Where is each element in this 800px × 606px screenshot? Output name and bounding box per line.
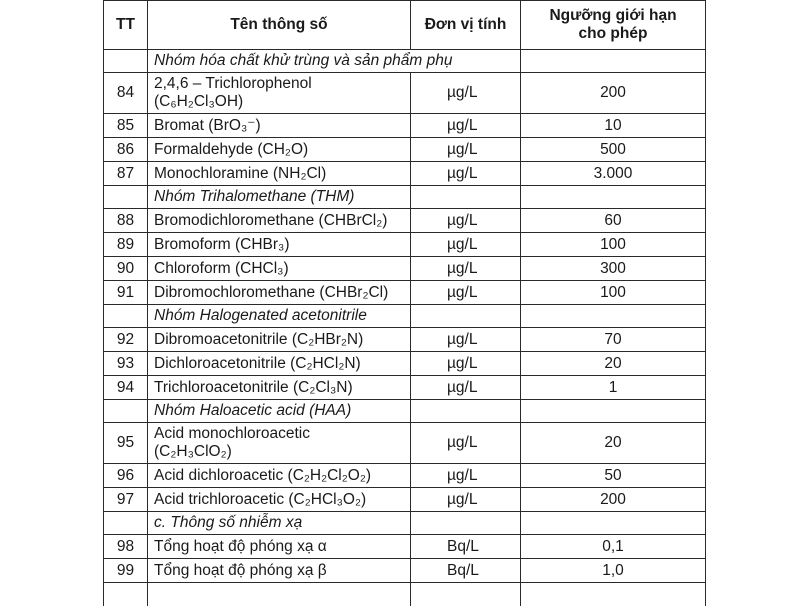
- table-row: [104, 376, 706, 400]
- row-limit: 500: [521, 138, 706, 162]
- row-name: [148, 423, 411, 464]
- row-tt: 97: [104, 488, 148, 512]
- row-limit: 100: [521, 281, 706, 305]
- row-unit: µg/L: [411, 233, 521, 257]
- row-unit: µg/L: [411, 376, 521, 400]
- row-limit: 200: [521, 73, 706, 114]
- group-row: [104, 400, 706, 423]
- row-name: Acid trichloroacetic (C₂HCl₃O₂): [148, 488, 411, 512]
- row-name: [148, 73, 411, 114]
- row-tt: 99: [104, 559, 148, 583]
- row-unit: µg/L: [411, 257, 521, 281]
- table-row: [104, 162, 706, 186]
- table-row: [104, 114, 706, 138]
- row-unit: µg/L: [411, 209, 521, 233]
- row-limit: 1,0: [521, 559, 706, 583]
- row-unit: µg/L: [411, 352, 521, 376]
- table-row: [104, 535, 706, 559]
- table-row: [104, 257, 706, 281]
- table-row: [104, 138, 706, 162]
- row-unit: µg/L: [411, 162, 521, 186]
- row-unit: µg/L: [411, 138, 521, 162]
- table-row: [104, 488, 706, 512]
- row-unit: µg/L: [411, 488, 521, 512]
- row-limit: 10: [521, 114, 706, 138]
- row-tt: 98: [104, 535, 148, 559]
- row-limit: 70: [521, 328, 706, 352]
- table-row: [104, 73, 706, 114]
- group-label: Nhóm Halogenated acetonitrile: [148, 305, 411, 328]
- row-unit: µg/L: [411, 423, 521, 464]
- group-label: Nhóm Haloacetic acid (HAA): [148, 400, 411, 423]
- row-name: Bromoform (CHBr₃): [148, 233, 411, 257]
- row-name-line1: Acid monochloroacetic: [154, 425, 310, 442]
- row-tt: 91: [104, 281, 148, 305]
- row-limit: 300: [521, 257, 706, 281]
- row-name: Bromat (BrO₃⁻): [148, 114, 411, 138]
- row-name: Formaldehyde (CH₂O): [148, 138, 411, 162]
- row-name: Tổng hoạt độ phóng xạ β: [148, 559, 411, 583]
- row-tt: 95: [104, 423, 148, 464]
- table-header-row: [104, 1, 706, 50]
- header-limit-line1: Ngưỡng giới hạn: [549, 7, 676, 24]
- row-tt: 87: [104, 162, 148, 186]
- row-name: Dichloroacetonitrile (C₂HCl₂N): [148, 352, 411, 376]
- row-name: Tổng hoạt độ phóng xạ α: [148, 535, 411, 559]
- table-row: [104, 233, 706, 257]
- row-name-line1: 2,4,6 – Trichlorophenol: [154, 75, 312, 92]
- row-limit: 20: [521, 352, 706, 376]
- row-unit: Bq/L: [411, 535, 521, 559]
- row-tt: 88: [104, 209, 148, 233]
- row-limit: 50: [521, 464, 706, 488]
- parameter-table: [103, 0, 706, 606]
- row-tt: 89: [104, 233, 148, 257]
- row-limit: 0,1: [521, 535, 706, 559]
- row-unit: µg/L: [411, 328, 521, 352]
- row-name: Bromodichloromethane (CHBrCl₂): [148, 209, 411, 233]
- row-name: Monochloramine (NH₂Cl): [148, 162, 411, 186]
- row-limit: 3.000: [521, 162, 706, 186]
- row-tt: 92: [104, 328, 148, 352]
- row-tt: 96: [104, 464, 148, 488]
- row-limit: 1: [521, 376, 706, 400]
- row-limit: 60: [521, 209, 706, 233]
- row-limit: 100: [521, 233, 706, 257]
- table-row: [104, 423, 706, 464]
- row-name: Dibromochloromethane (CHBr₂Cl): [148, 281, 411, 305]
- table-row: [104, 209, 706, 233]
- group-label: c. Thông số nhiễm xạ: [148, 512, 411, 535]
- row-limit: 200: [521, 488, 706, 512]
- group-label: Nhóm Trihalomethane (THM): [148, 186, 411, 209]
- row-name: Dibromoacetonitrile (C₂HBr₂N): [148, 328, 411, 352]
- group-row: [104, 512, 706, 535]
- row-tt: 85: [104, 114, 148, 138]
- header-tt: TT: [104, 1, 148, 50]
- row-name-line2: (C₂H₃ClO₂): [154, 443, 232, 460]
- parameter-table-sheet: [103, 0, 705, 606]
- table-row: [104, 352, 706, 376]
- header-unit: Đơn vị tính: [411, 1, 521, 50]
- row-tt: 93: [104, 352, 148, 376]
- row-tt: 90: [104, 257, 148, 281]
- row-unit: µg/L: [411, 73, 521, 114]
- table-row: [104, 559, 706, 583]
- row-unit: Bq/L: [411, 559, 521, 583]
- header-name: Tên thông số: [148, 1, 411, 50]
- group-label: Nhóm hóa chất khử trùng và sản phẩm phụ: [148, 50, 521, 73]
- row-tt: 94: [104, 376, 148, 400]
- row-name-line2: (C₆H₂Cl₃OH): [154, 93, 243, 110]
- row-name: Acid dichloroacetic (C₂H₂Cl₂O₂): [148, 464, 411, 488]
- row-unit: µg/L: [411, 464, 521, 488]
- table-row: [104, 281, 706, 305]
- header-limit: [521, 1, 706, 50]
- row-name: Chloroform (CHCl₃): [148, 257, 411, 281]
- group-row: [104, 305, 706, 328]
- header-limit-line2: cho phép: [579, 25, 648, 42]
- table-row: [104, 464, 706, 488]
- row-name: Trichloroacetonitrile (C₂Cl₃N): [148, 376, 411, 400]
- group-row: [104, 186, 706, 209]
- group-row: [104, 50, 706, 73]
- table-row-cut: [104, 583, 706, 606]
- row-tt: 84: [104, 73, 148, 114]
- table-row: [104, 328, 706, 352]
- row-limit: 20: [521, 423, 706, 464]
- row-tt: 86: [104, 138, 148, 162]
- row-unit: µg/L: [411, 114, 521, 138]
- row-unit: µg/L: [411, 281, 521, 305]
